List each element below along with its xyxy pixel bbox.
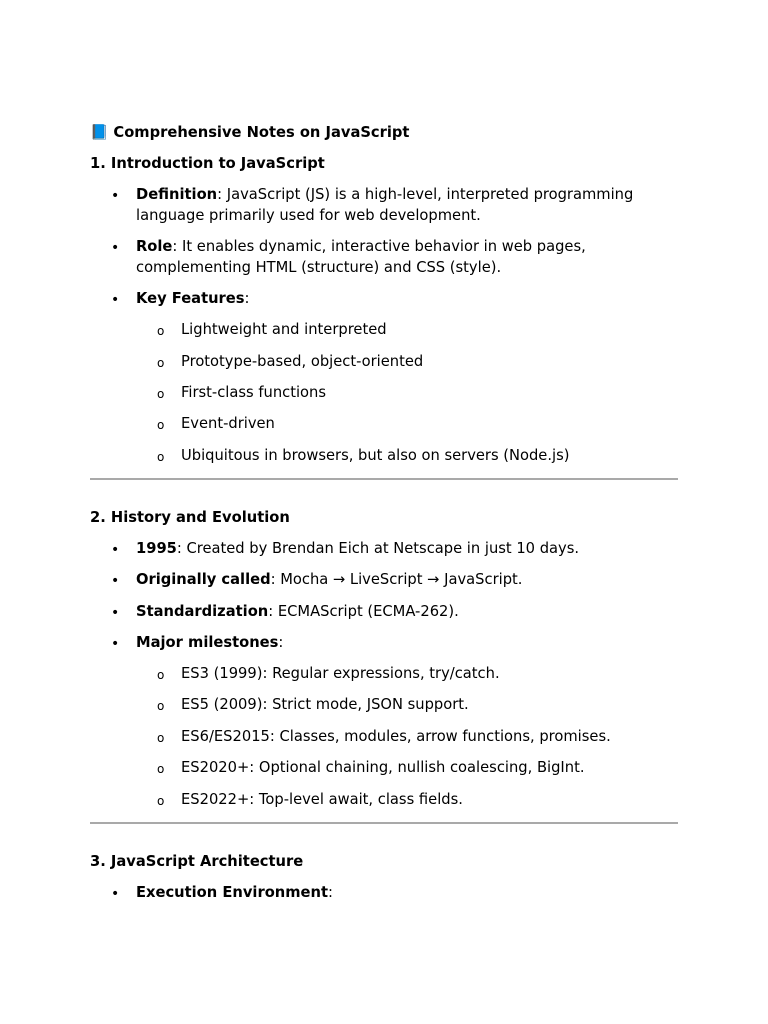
document-title xyxy=(90,123,409,143)
section-divider xyxy=(90,822,678,824)
bullet-marker: • xyxy=(111,292,120,308)
list-item-term: Key Features xyxy=(136,290,245,307)
sub-bullet-marker: o xyxy=(157,731,165,745)
section-heading-architecture: 3. JavaScript Architecture xyxy=(90,853,304,870)
sub-bullet-marker: o xyxy=(157,450,165,464)
sub-bullet-marker: o xyxy=(157,418,165,432)
sub-list-item: Event-driven xyxy=(181,415,275,432)
list-item-key-features xyxy=(136,289,676,310)
sub-bullet-marker: o xyxy=(157,324,165,338)
bullet-marker: • xyxy=(111,240,120,256)
sub-list-item: ES6/ES2015: Classes, modules, arrow functions, promises. xyxy=(181,728,611,745)
list-item-term: Major milestones xyxy=(136,634,279,651)
section-heading-history: 2. History and Evolution xyxy=(90,509,290,526)
sub-bullet-marker: o xyxy=(157,794,165,808)
list-item-originally-called xyxy=(136,570,676,591)
bullet-marker: • xyxy=(111,542,120,558)
list-item-text: : xyxy=(278,634,284,651)
sub-list-item: ES5 (2009): Strict mode, JSON support. xyxy=(181,696,469,713)
sub-list-item: Ubiquitous in browsers, but also on servers (Node.js) xyxy=(181,447,570,464)
sub-list-item: ES2020+: Optional chaining, nullish coalescing, BigInt. xyxy=(181,759,585,776)
list-item-text: : xyxy=(244,290,250,307)
bullet-marker: • xyxy=(111,886,120,902)
sub-list-item: Prototype-based, object-oriented xyxy=(181,353,424,370)
document-title-text: Comprehensive Notes on JavaScript xyxy=(113,124,410,141)
list-item-text: : xyxy=(327,884,333,901)
list-item-standardization xyxy=(136,602,676,623)
bullet-marker: • xyxy=(111,188,120,204)
list-item-execution-environment xyxy=(136,883,676,904)
sub-bullet-marker: o xyxy=(157,762,165,776)
book-icon: 📘 xyxy=(90,124,109,141)
list-item-term: 1995 xyxy=(136,540,177,557)
sub-list-item: Lightweight and interpreted xyxy=(181,321,387,338)
list-item-term: Execution Environment xyxy=(136,884,328,901)
sub-list-item: First-class functions xyxy=(181,384,326,401)
list-item-definition xyxy=(136,185,676,226)
sub-list-item: ES2022+: Top-level await, class fields. xyxy=(181,791,463,808)
sub-bullet-marker: o xyxy=(157,699,165,713)
sub-bullet-marker: o xyxy=(157,356,165,370)
list-item-term: Role xyxy=(136,238,173,255)
list-item-1995 xyxy=(136,539,676,560)
section-heading-introduction: 1. Introduction to JavaScript xyxy=(90,155,325,172)
list-item-text: : Created by Brendan Eich at Netscape in just 10 days. xyxy=(176,540,580,557)
list-item-text: : It enables dynamic, interactive behavior in web pages, complementing HTML (structure) and CSS (style). xyxy=(136,238,586,276)
sub-list-item: ES3 (1999): Regular expressions, try/catch. xyxy=(181,665,500,682)
list-item-term: Standardization xyxy=(136,603,269,620)
sub-bullet-marker: o xyxy=(157,668,165,682)
list-item-term: Originally called xyxy=(136,571,271,588)
list-item-role xyxy=(136,237,676,278)
list-item-text: : JavaScript (JS) is a high-level, interpreted programming language primarily used for web development. xyxy=(136,186,634,224)
list-item-text: : Mocha → LiveScript → JavaScript. xyxy=(270,571,523,588)
list-item-text: : ECMAScript (ECMA-262). xyxy=(268,603,459,620)
sub-bullet-marker: o xyxy=(157,387,165,401)
bullet-marker: • xyxy=(111,636,120,652)
list-item-term: Definition xyxy=(136,186,218,203)
bullet-marker: • xyxy=(111,605,120,621)
section-divider xyxy=(90,478,678,480)
bullet-marker: • xyxy=(111,573,120,589)
list-item-major-milestones xyxy=(136,633,676,654)
